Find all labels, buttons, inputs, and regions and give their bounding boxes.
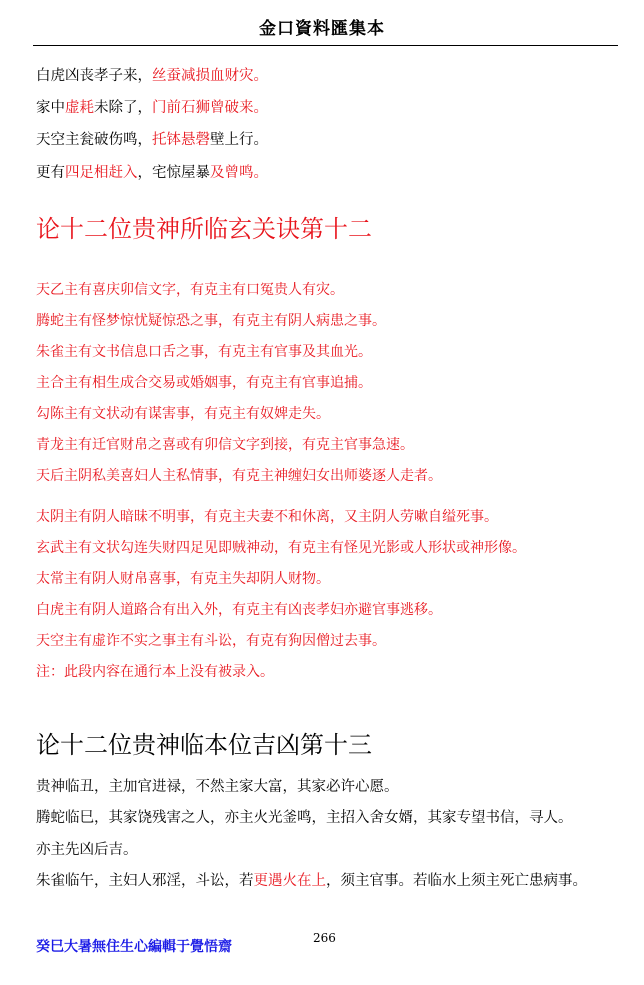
page-number: 266: [313, 931, 336, 945]
spirit-line-qinglong: 青龙主有迁官财帛之喜或有卯信文字到接，有克主官事急速。: [36, 437, 414, 453]
page-header-title: 金口資料匯集本: [259, 19, 385, 39]
spirit-line-tengshe: 腾蛇主有怪梦惊忧疑惊恐之事，有克主有阴人病患之事。: [36, 313, 386, 329]
spirit-line-tianhou: 天后主阴私美喜妇人主私情事，有克主神缠妇女出师婆逐人走者。: [36, 468, 442, 484]
verse-line-3-black: 天空主瓮破伤鸣，: [36, 132, 152, 148]
verse-line-4: [36, 163, 268, 183]
position-line-4-b: 更遇: [253, 873, 283, 889]
verse-line-1-red: 丝蚕减损血财灾。: [152, 68, 268, 84]
verse-line-2-red-1: 虚耗: [65, 100, 94, 116]
spirit-line-zhuque: 朱雀主有文书信息口舌之事，有克主有官事及其血光。: [36, 344, 372, 360]
verse-line-3-tail: 壁上行。: [210, 132, 268, 148]
position-line-4-c: 火在上: [282, 873, 326, 889]
spirit-line-taiyin: 太阴主有阴人暗昧不明事，有克主夫妻不和休离，又主阴人劳嗽自缢死事。: [36, 509, 498, 525]
spirit-line-baihu: 白虎主有阴人道路合有出入外，有克主有凶丧孝妇亦避官事逃移。: [36, 602, 442, 618]
verse-line-1: [36, 66, 268, 86]
section-heading-12: 论十二位贵神所临玄关诀第十二: [36, 215, 372, 243]
verse-line-4-mid: ，宅惊屋暴: [137, 165, 210, 181]
spirit-line-gouchen: 勾陈主有文状动有谋害事，有克主有奴婢走失。: [36, 406, 330, 422]
verse-line-4-red-1: 四足相赶入: [65, 165, 138, 181]
verse-line-2-prefix: 家中: [36, 100, 65, 116]
verse-line-2: [36, 98, 268, 118]
spirit-line-liuhe: 主合主有相生成合交易或婚姻事，有克主有官事追捕。: [36, 375, 372, 391]
verse-line-4-prefix: 更有: [36, 165, 65, 181]
position-line-2: 腾蛇临巳，其家饶残害之人，亦主火光釜鸣，主招入舍女婿，其家专望书信，寻人。: [36, 810, 573, 826]
spirit-line-tianyi: 天乙主有喜庆卯信文字，有克主有口冤贵人有灾。: [36, 282, 344, 298]
position-line-1: 贵神临丑，主加官进禄，不然主家大富，其家必许心愿。: [36, 779, 399, 795]
position-line-3: 亦主先凶后吉。: [36, 842, 138, 858]
position-line-4-a: 朱雀临午，主妇人邪淫，斗讼，若: [36, 873, 254, 889]
position-line-4-d: ，须主官事。若临水上须主死亡患病事。: [326, 873, 587, 889]
position-line-4: [36, 871, 587, 891]
verse-line-2-mid: 未除了，: [94, 100, 152, 116]
spirit-line-tiankong: 天空主有虚诈不实之事主有斗讼，有克有狗因僧过去事。: [36, 633, 386, 649]
verse-line-2-red-2: 门前石狮曾破来。: [152, 100, 268, 116]
spirit-line-taichang: 太常主有阴人财帛喜事，有克主失却阴人财物。: [36, 571, 330, 587]
header-divider: [33, 45, 618, 46]
footer-compiler-credit: 癸巳大暑無住生心編輯于覺悟齋: [36, 939, 232, 955]
verse-line-1-black: 白虎凶丧孝子来，: [36, 68, 152, 84]
spirit-line-xuanwu: 玄武主有文状勾连失财四足见即贼神动，有克主有怪见光影或人形状或神形像。: [36, 540, 526, 556]
section-heading-13: 论十二位贵神临本位吉凶第十三: [36, 731, 372, 759]
editor-note: 注：此段内容在通行本上没有被录入。: [36, 664, 274, 680]
verse-line-3-red: 托钵悬磬: [152, 132, 210, 148]
verse-line-3: [36, 130, 268, 150]
verse-line-4-red-2: 及曾鸣。: [210, 165, 268, 181]
